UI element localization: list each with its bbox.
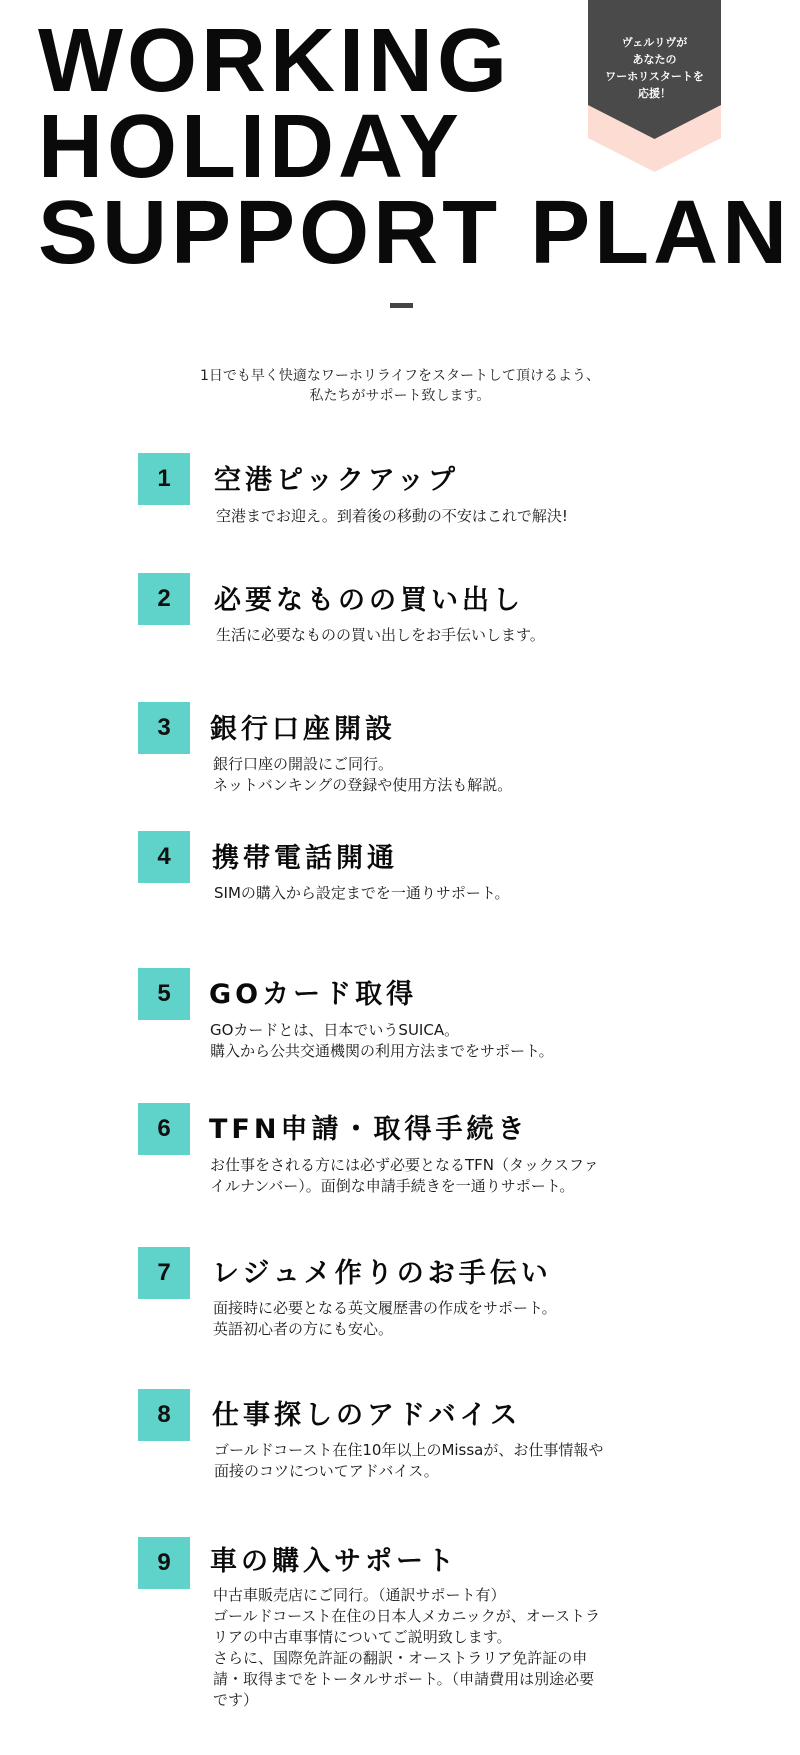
item-description (214, 1440, 674, 1482)
badge-line: ワーホリスタートを (605, 70, 704, 83)
item-description-line: 請・取得までをトータルサポート。（申請費用は別途必要 (213, 1670, 595, 1688)
item-description (213, 754, 673, 796)
item-number-badge: 6 (138, 1103, 190, 1155)
item-description-line: さらに、国際免許証の翻訳・オーストラリア免許証の申 (213, 1649, 588, 1667)
item-description-line: 銀行口座の開設にご同行。 (213, 755, 394, 773)
item-description-line: お仕事をされる方には必ず必要となるTFN（タックスファ (210, 1156, 599, 1174)
item-description (214, 883, 674, 904)
item-description-line: 英語初心者の方にも安心。 (213, 1320, 394, 1338)
badge-line: あなたの (632, 53, 677, 66)
badge-text (588, 34, 721, 102)
item-description-line: 空港までお迎え。到着後の移動の不安はこれで解決! (216, 507, 568, 525)
badge-line: 応援！ (638, 87, 671, 100)
item-title: 必要なものの買い出し (214, 585, 524, 616)
item-description-line: ネットバンキングの登録や使用方法も解説。 (213, 776, 513, 794)
item-title: 仕事探しのアドバイス (212, 1400, 522, 1431)
item-description-line: SIMの購入から設定までを一通りサポート。 (214, 884, 510, 902)
item-description-line: 面接のコツについてアドバイス。 (214, 1462, 439, 1480)
item-description-line: リアの中古車事情についてご説明致します。 (213, 1628, 512, 1646)
divider (390, 303, 413, 308)
item-description (213, 1298, 673, 1340)
item-description (213, 1585, 673, 1711)
item-description-line: GOカードとは、日本でいうSUICA。 (210, 1021, 460, 1039)
item-description (216, 625, 676, 646)
item-number-badge: 8 (138, 1389, 190, 1441)
item-number-badge: 2 (138, 573, 190, 625)
title-line: WORKING (38, 11, 511, 111)
item-description-line: 中古車販売店にご同行。（通訳サポート有） (213, 1586, 506, 1604)
item-number-badge: 4 (138, 831, 190, 883)
support-badge (588, 0, 721, 172)
intro-text (0, 366, 800, 406)
item-description-line: 購入から公共交通機関の利用方法までをサポート。 (210, 1042, 554, 1060)
item-description-line: 生活に必要なものの買い出しをお手伝いします。 (216, 626, 545, 644)
item-description (210, 1155, 670, 1197)
item-description-line: ゴールドコースト在住10年以上のMissaが、お仕事情報や (214, 1441, 604, 1459)
title-line: SUPPORT PLAN (38, 183, 792, 283)
item-number-badge: 7 (138, 1247, 190, 1299)
intro-line: 私たちがサポート致します。 (309, 388, 491, 404)
item-title: 空港ピックアップ (214, 465, 460, 496)
item-description (216, 506, 676, 527)
item-number-badge: 1 (138, 453, 190, 505)
item-title: 銀行口座開設 (210, 714, 396, 745)
item-description-line: 面接時に必要となる英文履歴書の作成をサポート。 (213, 1299, 557, 1317)
item-number-badge: 9 (138, 1537, 190, 1589)
item-description-line: です） (213, 1691, 259, 1709)
item-number-badge: 3 (138, 702, 190, 754)
item-title: 車の購入サポート (210, 1546, 458, 1577)
item-title: レジュメ作りのお手伝い (212, 1258, 552, 1289)
title-line: HOLIDAY (38, 97, 463, 197)
item-number-badge: 5 (138, 968, 190, 1020)
item-description-line: ゴールドコースト在住の日本人メカニックが、オーストラ (213, 1607, 601, 1625)
intro-line: 1日でも早く快適なワーホリライフをスタートして頂けるよう、 (199, 368, 601, 384)
item-title: GOカード取得 (209, 979, 418, 1010)
item-description-line: イルナンバー）。面倒な申請手続きを一通りサポート。 (210, 1177, 575, 1195)
badge-line: ヴェルリヴが (621, 36, 688, 49)
item-title: 携帯電話開通 (212, 843, 398, 874)
item-description (210, 1020, 670, 1062)
item-title: TFN申請・取得手続き (209, 1114, 529, 1145)
